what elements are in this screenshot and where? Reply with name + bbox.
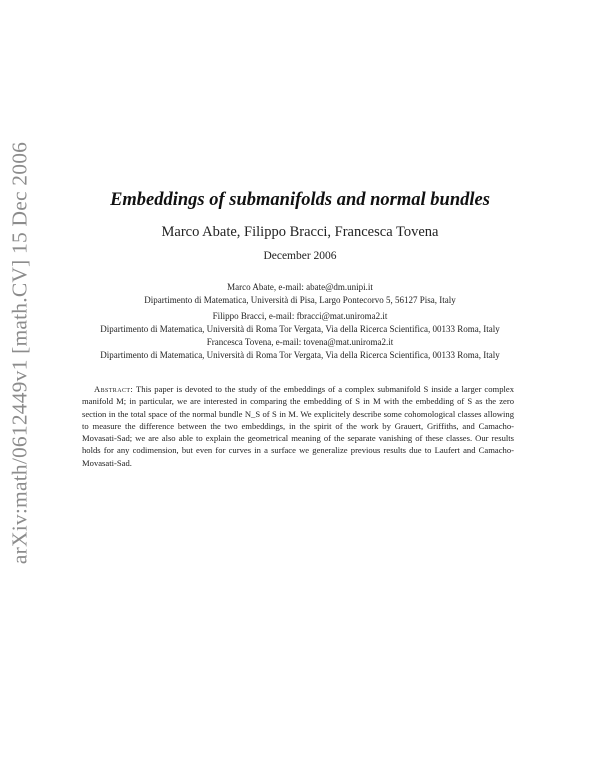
paper-title: Embeddings of submanifolds and normal bundles bbox=[110, 190, 490, 210]
affiliation-institution: Dipartimento di Matematica, Università di Roma Tor Vergata, Via della Ricerca Scientifica, 00133 Roma, Italy bbox=[100, 350, 500, 360]
affiliation-bracci bbox=[0, 310, 600, 336]
affiliation-contact: Marco Abate, e-mail: abate@dm.unipi.it bbox=[227, 282, 373, 292]
affiliation-contact: Filippo Bracci, e-mail: fbracci@mat.uniroma2.it bbox=[212, 311, 388, 321]
arxiv-stamp-text: arXiv:math/0612449v1 [math.CV] 15 Dec 2006 bbox=[7, 141, 32, 564]
affiliation-contact: Francesca Tovena, e-mail: tovena@mat.uniroma2.it bbox=[206, 337, 394, 347]
abstract-text: This paper is devoted to the study of the embeddings of a complex submanifold S inside a larger complex manifold M; in particular, we are interested in comparing the embedding of S in M with the embedding of S as the zero section in the total space of the normal bundle N_S of S in M. We explicitely describe some cohomological classes allowing to measure the difference between the two embeddings, in the spirit of the work by Grauert, Griffiths, and Camacho-Movasati-Sad; we are also able to explain the geometrical meaning of the separate vanishing of these classes. Our results holds for any codimension, but even for curves in a surface we generalize previous results due to Laufert and Camacho-Movasati-Sad. bbox=[82, 384, 514, 468]
affiliation-institution: Dipartimento di Matematica, Università di Roma Tor Vergata, Via della Ricerca Scientifica, 00133 Roma, Italy bbox=[100, 324, 500, 334]
abstract bbox=[82, 383, 514, 469]
abstract-label: Abstract: bbox=[94, 384, 134, 394]
author-list: Marco Abate, Filippo Bracci, Francesca Tovena bbox=[161, 224, 439, 240]
affiliation-institution: Dipartimento di Matematica, Università di Pisa, Largo Pontecorvo 5, 56127 Pisa, Italy bbox=[144, 295, 456, 305]
affiliation-tovena bbox=[0, 336, 600, 362]
affiliation-abate bbox=[0, 281, 600, 307]
paper-date: December 2006 bbox=[263, 250, 337, 262]
